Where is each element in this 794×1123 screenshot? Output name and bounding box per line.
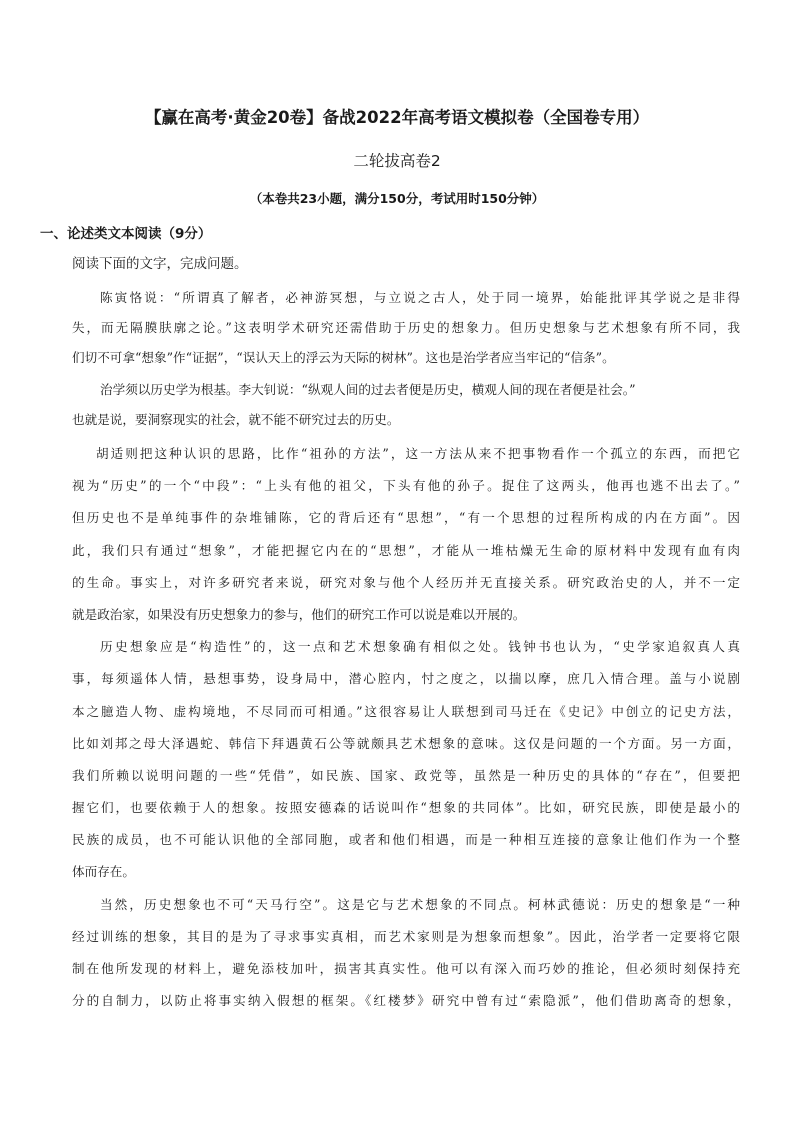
passage-line: 分的自制力，以防止将事实纳入假想的框架。《红楼梦》研究中曾有过“索隐派”，他们借助离奇的想象，	[72, 993, 740, 1008]
passage-line: 但历史也不是单纯事件的杂堆铺陈，它的背后还有“思想”，“有一个思想的过程所构成的内在方面”。因	[72, 510, 740, 525]
section-heading: 一、论述类文本阅读（9分）	[40, 226, 212, 242]
passage-line: 就是政治家，如果没有历史想象力的参与，他们的研究工作可以说是难以开展的。	[72, 607, 526, 622]
passage-line: 比如刘邦之母大泽遇蛇、韩信下拜遇黄石公等就颇具艺术想象的意味。这仅是问题的一个方面。另一方面，	[72, 736, 740, 751]
passage-line: 体而存在。	[72, 864, 135, 879]
passage-line: 陈寅恪说：“所谓真了解者，必神游冥想，与立说之古人，处于同一境界，始能批评其学说之是非得	[100, 290, 740, 305]
reading-instruction: 阅读下面的文字，完成问题。	[72, 256, 248, 272]
passage-line: 本之臆造人物、虚构境地，不尽同而可相通。”这很容易让人联想到司马迁在《史记》中创立的记史方法，	[72, 704, 740, 719]
exam-title: 【赢在高考·黄金20卷】备战2022年高考语文模拟卷（全国卷专用）	[144, 108, 650, 127]
passage-line: 当然，历史想象也不可“天马行空”。这是它与艺术想象的不同点。柯林武德说：历史的想象是“一种	[100, 897, 740, 912]
passage-line: 视为“历史”的一个“中段”：“上头有他的祖父，下头有他的孙子。捉住了这两头，他再也逃不出去了。”	[72, 478, 740, 493]
passage-line: 也就是说，要洞察现实的社会，就不能不研究过去的历史。	[72, 412, 400, 427]
passage-line: 经过训练的想象，其目的是为了寻求事实真相，而艺术家则是为想象而想象”。因此，治学者一定要将它限	[72, 929, 740, 944]
passage-line: 们切不可拿“想象”作“证据”，“误认天上的浮云为天际的树林”。这也是治学者应当牢记的“信条”。	[72, 350, 615, 365]
exam-note: （本卷共23小题，满分150分，考试用时150分钟）	[249, 191, 545, 206]
passage-line: 治学须以历史学为根基。李大钊说：“纵观人间的过去者便是历史，横观人间的现在者便是社会。”	[100, 382, 636, 397]
passage-line: 失，而无隔膜肤廓之论。”这表明学术研究还需借助于历史的想象力。但历史想象与艺术想象有所不同，我	[72, 320, 740, 335]
passage-line: 握它们，也要依赖于人的想象。按照安德森的话说叫作“想象的共同体”。比如，研究民族，即使是最小的	[72, 800, 740, 815]
passage-line: 民族的成员，也不可能认识他的全部同胞，或者和他们相遇，而是一种相互连接的意象让他们作为一个整	[72, 832, 740, 847]
passage-line: 事，每须遥体人情，悬想事势，设身局中，潜心腔内，忖之度之，以揣以摩，庶几入情合理。盖与小说剧	[72, 671, 740, 686]
passage-line: 制在他所发现的材料上，避免添枝加叶，损害其真实性。他可以有深入而巧妙的推论，但必须时刻保持充	[72, 961, 740, 976]
passage-line: 的生命。事实上，对许多研究者来说，研究对象与他个人经历并无直接关系。研究政治史的人，并不一定	[72, 575, 740, 590]
passage-line: 此，我们只有通过“想象”，才能把握它内在的“思想”，才能从一堆枯燥无生命的原材料中发现有血有肉	[72, 543, 740, 558]
passage-line: 胡适则把这种认识的思路，比作“祖孙的方法”，这一方法从来不把事物看作一个孤立的东西，而把它	[96, 446, 740, 461]
passage-line: 我们所赖以说明问题的一些“凭借”，如民族、国家、政党等，虽然是一种历史的具体的“存在”，但要把	[72, 768, 740, 783]
passage-line: 历史想象应是“构造性”的，这一点和艺术想象确有相似之处。钱钟书也认为，“史学家追叙真人真	[100, 639, 740, 654]
exam-subtitle: 二轮拔高卷2	[353, 152, 441, 170]
